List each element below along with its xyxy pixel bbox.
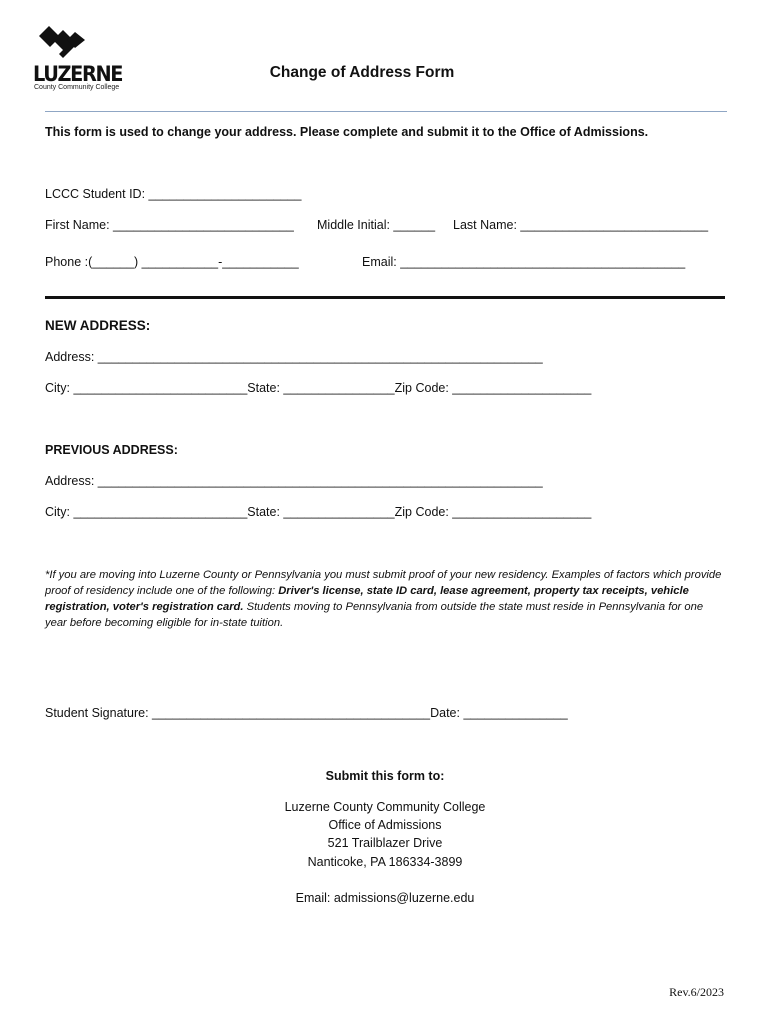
- new-address-heading: NEW ADDRESS:: [45, 318, 151, 333]
- first-name-field[interactable]: First Name: __________________________: [45, 218, 294, 232]
- submit-city: Nanticoke, PA 186334-3899: [307, 855, 463, 869]
- page-title: Change of Address Form: [269, 64, 455, 81]
- submit-org: Luzerne County Community College: [284, 800, 486, 814]
- note-text-2: Students moving to Pennsylvania from outside the state must reside in Pennsylvania for one year before becoming eligible for in-state tuition.: [45, 601, 704, 629]
- submit-heading: Submit this form to:: [325, 769, 445, 783]
- section-divider: [45, 296, 725, 299]
- submit-street: 521 Trailblazer Drive: [327, 836, 443, 850]
- logo-wordmark: LUZERNE: [33, 62, 123, 86]
- logo-mark-icon: [33, 24, 119, 64]
- revision-label: Rev.6/2023: [669, 985, 724, 999]
- new-address-field[interactable]: Address: ________________________________________________________________: [45, 350, 543, 364]
- note-bold-text: Driver's license, state ID card, lease agreement, property tax receipts, vehicle registration, voter's registration card.: [45, 585, 689, 613]
- student-id-field[interactable]: LCCC Student ID: ______________________: [45, 187, 302, 201]
- previous-address-heading: PREVIOUS ADDRESS:: [45, 443, 178, 457]
- email-field[interactable]: Email: _________________________________________: [362, 255, 686, 269]
- college-logo: [33, 24, 123, 96]
- previous-address-field[interactable]: Address: ________________________________________________________________: [45, 474, 543, 488]
- phone-field[interactable]: Phone :(______) ___________-___________: [45, 255, 299, 269]
- logo-subtitle: County Community College: [34, 84, 120, 91]
- middle-initial-field[interactable]: Middle Initial: ______: [317, 218, 436, 232]
- submit-office: Office of Admissions: [328, 818, 442, 832]
- title-divider: [45, 111, 727, 112]
- intro-text: This form is used to change your address. Please complete and submit it to the Office of Admissions.: [45, 125, 649, 139]
- previous-city-state-zip-field[interactable]: City: _________________________State: ________________Zip Code: ____________________: [45, 505, 592, 519]
- signature-date-field[interactable]: Student Signature: ________________________________________Date: _______________: [45, 706, 568, 720]
- note-text-1: *If you are moving into Luzerne County or Pennsylvania you must submit proof of your new residency. Examples of factors which provide proof of residency include one of the following:: [45, 569, 722, 597]
- residency-note: [45, 567, 725, 631]
- submit-email[interactable]: Email: admissions@luzerne.edu: [295, 891, 475, 905]
- new-city-state-zip-field[interactable]: City: _________________________State: ________________Zip Code: ____________________: [45, 381, 592, 395]
- last-name-field[interactable]: Last Name: ___________________________: [453, 218, 709, 232]
